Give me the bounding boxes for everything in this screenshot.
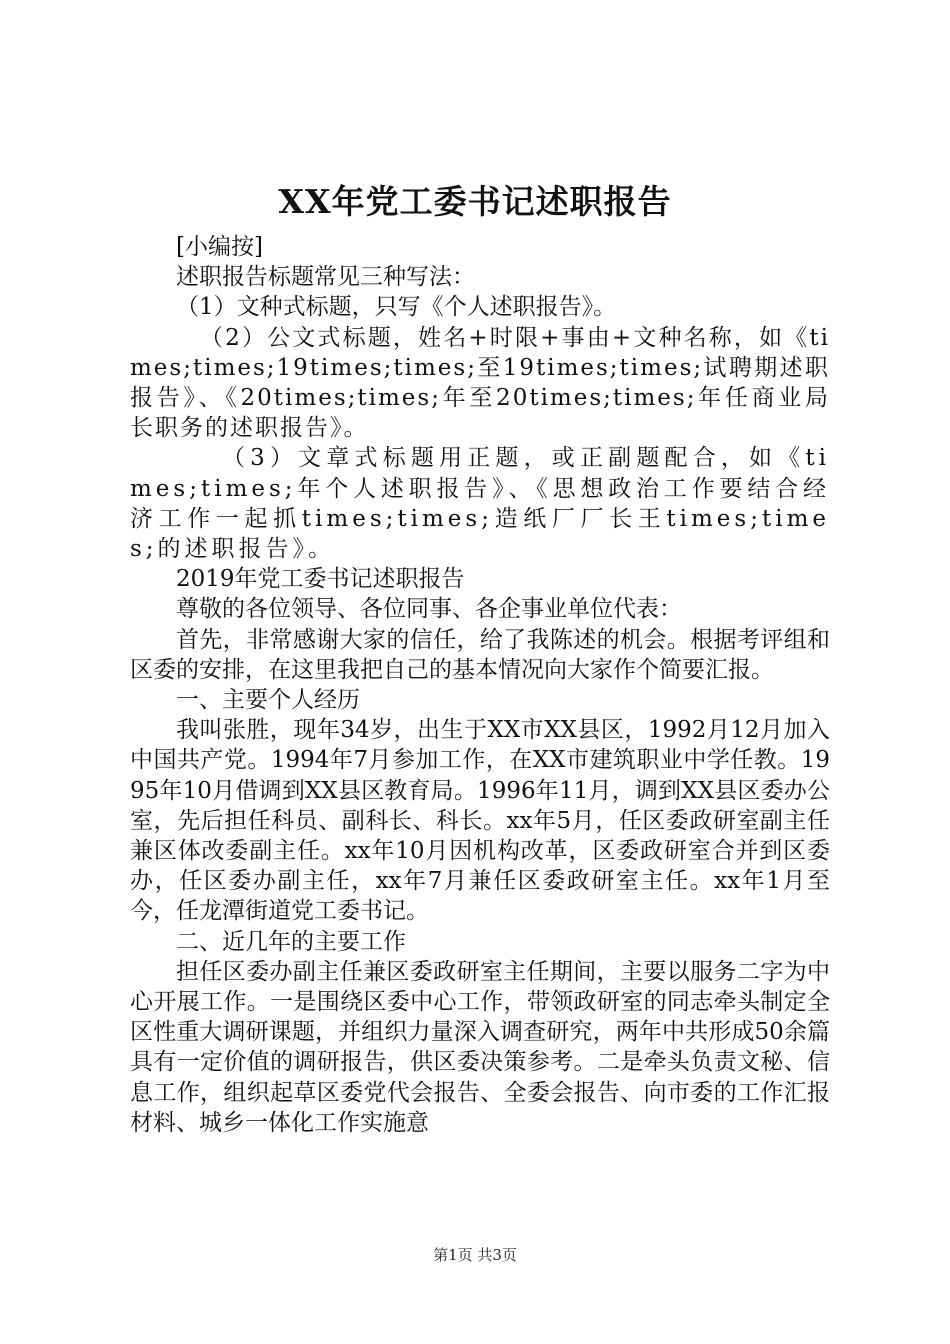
page-number: 第1页 共3页 xyxy=(433,1246,517,1264)
paragraph-method-3: （3）文章式标题用正题，或正副题配合，如《times;times;年个人述职报告》、《思想政治工作要结合经济工作一起抓times;times;造纸厂厂长王times;times;的述职报告》。 xyxy=(130,445,830,563)
document-body xyxy=(130,232,830,1138)
paragraph-work: 担任区委办副主任兼区委政研室主任期间，主要以服务二字为中心开展工作。一是围绕区委中心工作，带领政研室的同志牵头制定全区性重大调研课题，并组织力量深入调查研究，两年中共形成50余篇具有一定价值的调研报告，供区委决策参考。二是牵头负责文秘、信息工作，组织起草区委党代会报告、全委会报告、向市委的工作汇报材料、城乡一体化工作实施意 xyxy=(130,958,830,1136)
editor-note: [小编按] xyxy=(176,234,263,260)
paragraph-method-2: （2）公文式标题，姓名+时限+事由+文种名称，如《times;times;19times;times;至19times;times;试聘期述职报告》、《20times;times;年至20times;times;年任商业局长职务的述职报告》。 xyxy=(130,324,830,442)
report-subtitle: 2019年党工委书记述职报告 xyxy=(176,566,465,593)
section-heading-work: 二、近几年的主要工作 xyxy=(176,928,406,955)
paragraph-opening: 首先，非常感谢大家的信任，给了我陈述的机会。根据考评组和区委的安排，在这里我把自己的基本情况向大家作个简要汇报。 xyxy=(130,626,830,683)
section-heading-experience: 一、主要个人经历 xyxy=(176,687,360,714)
salutation: 尊敬的各位领导、各位同事、各企事业单位代表： xyxy=(176,596,682,623)
paragraph-title-methods: 述职报告标题常见三种写法： xyxy=(176,264,475,291)
document-title: XX年党工委书记述职报告 xyxy=(278,182,672,221)
paragraph-method-1: （1）文种式标题，只写《个人述职报告》。 xyxy=(176,294,617,321)
paragraph-experience: 我叫张胜，现年34岁，出生于XX市XX县区，1992月12月加入中国共产党。1994年7月参加工作，在XX市建筑职业中学任教。1995年10月借调到XX县区教育局。1996年11月，调到XX县区委办公室，先后担任科员、副科长、科长。xx年5月，任区委政研室副主任兼区体改委副主任。xx年10月因机构改革，区委政研室合并到区委办，任区委办副主任，xx年7月兼任区委政研室主任。xx年1月至今，任龙潭街道党工委书记。 xyxy=(130,717,830,925)
